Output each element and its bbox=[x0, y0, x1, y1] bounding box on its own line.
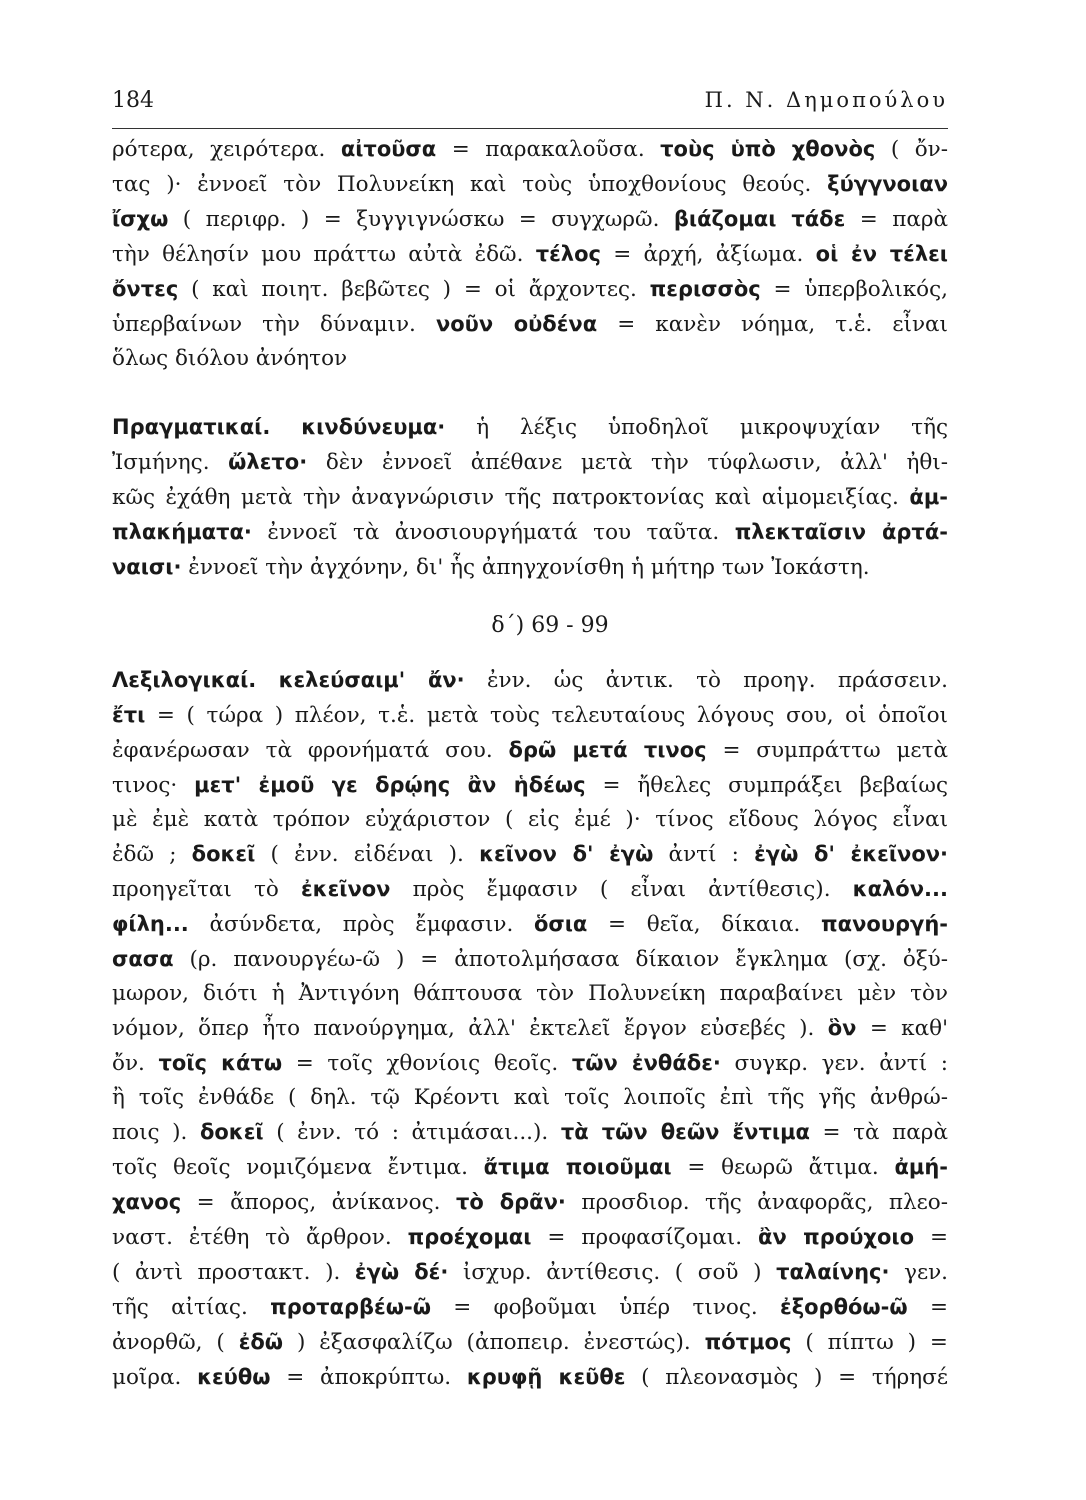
text: συγκρ. γεν. ἀντί : bbox=[734, 1051, 949, 1076]
text: = θεῖα, δίκαια. bbox=[608, 912, 801, 937]
text: ὄν. bbox=[112, 1051, 145, 1076]
text: ἰσχυρ. ἀντίθεσις. ( σοῦ ) bbox=[462, 1260, 762, 1285]
line bbox=[112, 1115, 948, 1150]
line bbox=[112, 1150, 948, 1185]
term: πότμος bbox=[704, 1330, 792, 1354]
text: γεν. bbox=[904, 1260, 949, 1285]
text: κῶς ἐχάθη μετὰ τὴν ἀναγνώρισιν τῆς πατροκτονίας καὶ αἱμομειξίας. bbox=[112, 485, 899, 510]
term: ἐκεῖνον bbox=[300, 877, 391, 901]
term: καλόν... bbox=[852, 877, 948, 901]
term: τὰ τῶν θεῶν ἔντιμα bbox=[560, 1120, 810, 1144]
text: = bbox=[929, 1225, 948, 1250]
term: πλακήματα· bbox=[112, 520, 252, 544]
term: τὸ δρᾶν· bbox=[455, 1190, 566, 1214]
section-heading-lexilogikai: Λεξιλογικαί. bbox=[112, 668, 257, 692]
text: ἀνορθῶ, ( bbox=[112, 1330, 225, 1355]
term: τέλος bbox=[535, 242, 601, 266]
text: ( πίπτω ) = bbox=[805, 1330, 948, 1355]
text: = τὰ παρὰ bbox=[822, 1120, 948, 1145]
line bbox=[112, 550, 948, 585]
text: = παρὰ bbox=[859, 207, 948, 232]
term: τοὺς ὑπὸ χθονὸς bbox=[660, 137, 876, 161]
text: = κανὲν νόημα, τ.ἑ. εἶναι bbox=[617, 312, 948, 337]
text: ἀσύνδετα, πρὸς ἔμφασιν. bbox=[209, 912, 514, 937]
term: δρῶ μετά τινος bbox=[508, 738, 707, 762]
text: = ὑπερβολικός, bbox=[773, 277, 949, 302]
text: ἀντί : bbox=[668, 842, 739, 867]
text: ἐννοεῖ τὴν ἀγχόνην, δι' ἧς ἀπηγχονίσθη ἡ μήτηρ των Ἰοκάστη. bbox=[188, 555, 870, 580]
term: ἐξορθόω-ῶ bbox=[780, 1295, 908, 1319]
line bbox=[112, 1360, 948, 1395]
text: = παρακαλοῦσα. bbox=[451, 137, 645, 162]
text: ρότερα, χειρότερα. bbox=[112, 137, 326, 162]
text: νόμον, ὅπερ ἦτο πανούργημα, ἀλλ' ἐκτελεῖ ἔργον εὐσεβές ). bbox=[112, 1016, 815, 1041]
term: κρυφῇ κεῦθε bbox=[466, 1365, 626, 1389]
header-rule bbox=[112, 128, 948, 129]
term: κελεύσαιμ' ἄν· bbox=[278, 668, 465, 692]
term: ἂν προύχοιο bbox=[758, 1225, 915, 1249]
line bbox=[112, 480, 948, 515]
line bbox=[112, 237, 948, 272]
term: ἔτι bbox=[112, 703, 146, 727]
line bbox=[112, 132, 948, 167]
text: τινος· bbox=[112, 773, 178, 798]
line bbox=[112, 1255, 948, 1290]
term: ὤλετο· bbox=[228, 450, 308, 474]
line bbox=[112, 768, 948, 803]
text: = ἀρχή, ἀξίωμα. bbox=[613, 242, 804, 267]
line bbox=[112, 698, 948, 733]
text: ( ὄν- bbox=[890, 137, 948, 162]
term: αἰτοῦσα bbox=[340, 137, 437, 161]
line bbox=[112, 733, 948, 768]
section-heading-pragmatikai: Πραγματικαί. bbox=[112, 415, 271, 439]
term: ἐγὼ δέ· bbox=[354, 1260, 449, 1284]
text: = θεωρῶ ἄτιμα. bbox=[687, 1155, 879, 1180]
line bbox=[112, 1290, 948, 1325]
text: μὲ ἐμὲ κατὰ τρόπον εὐχάριστον ( εἰς ἐμέ )· τίνος εἴδους λόγος εἶναι bbox=[112, 807, 948, 832]
line bbox=[112, 1220, 948, 1255]
line bbox=[112, 1046, 948, 1081]
text: πρὸς ἔμφασιν ( εἶναι ἀντίθεσις). bbox=[412, 877, 831, 902]
term: βιάζομαι τάδε bbox=[673, 207, 846, 231]
text: τοῖς θεοῖς νομιζόμενα ἔντιμα. bbox=[112, 1155, 468, 1180]
term: ἄτιμα ποιοῦμαι bbox=[483, 1155, 672, 1179]
term: ἐγὼ δ' ἐκεῖνον· bbox=[754, 842, 949, 866]
term: ξύγγνοιαν bbox=[827, 172, 948, 196]
term: οἱ ἐν τέλει bbox=[815, 242, 948, 266]
line bbox=[112, 1081, 948, 1115]
term: ὄντες bbox=[112, 277, 179, 301]
text: ( ἐνν. εἰδέναι ). bbox=[270, 842, 464, 867]
text: = προφασίζομαι. bbox=[547, 1225, 743, 1250]
text: τὴν θέλησίν μου πράττω αὐτὰ ἐδῶ. bbox=[112, 242, 524, 267]
text: ( ἀντὶ προστακτ. ). bbox=[112, 1260, 341, 1285]
text: ναστ. ἐτέθη τὸ ἄρθρον. bbox=[112, 1225, 392, 1250]
paragraph-gap bbox=[112, 585, 948, 609]
text: = συμπράττω μετὰ bbox=[722, 738, 948, 763]
text: τῆς αἰτίας. bbox=[112, 1295, 248, 1320]
term: ναισι· bbox=[112, 555, 182, 579]
term: ἀμή- bbox=[894, 1155, 948, 1179]
line bbox=[112, 977, 948, 1011]
page-number: 184 bbox=[112, 88, 154, 113]
text: = καθ' bbox=[869, 1016, 948, 1041]
term: σασα bbox=[112, 947, 174, 971]
section-number-heading: δ΄) 69 - 99 bbox=[491, 613, 609, 638]
text: ( περιφρ. ) = ξυγγιγνώσκω = συγχωρῶ. bbox=[182, 207, 660, 232]
text: ἐννοεῖ τὰ ἀνοσιουργήματά του ταῦτα. bbox=[267, 520, 720, 545]
term: ἴσχω bbox=[112, 207, 169, 231]
text: = ( τώρα ) πλέον, τ.ἑ. μετὰ τοὺς τελευταίους λόγους σου, οἱ ὁποῖοι bbox=[156, 703, 948, 728]
paragraph-gap bbox=[112, 643, 948, 663]
line bbox=[112, 942, 948, 977]
line bbox=[112, 907, 948, 942]
line bbox=[112, 1185, 948, 1220]
text: ἐφανέρωσαν τὰ φρονήματά σου. bbox=[112, 738, 493, 763]
text: ( καὶ ποιητ. βεβῶτες ) = οἱ ἄρχοντες. bbox=[191, 277, 637, 302]
line bbox=[112, 872, 948, 907]
text: μοῖρα. bbox=[112, 1365, 182, 1390]
term: πανουργή- bbox=[821, 912, 949, 936]
term: κεῖνον δ' ἐγὼ bbox=[479, 842, 654, 866]
line bbox=[112, 663, 948, 698]
term: πλεκταῖσιν ἀρτά- bbox=[734, 520, 948, 544]
term: δοκεῖ bbox=[191, 842, 256, 866]
term: δοκεῖ bbox=[199, 1120, 264, 1144]
line bbox=[112, 410, 948, 445]
page-body bbox=[112, 132, 948, 1395]
term: τῶν ἐνθάδε· bbox=[571, 1051, 721, 1075]
text: προσδιορ. τῆς ἀναφορᾶς, πλεο- bbox=[581, 1190, 948, 1215]
text: ὅλως διόλου ἀνόητον bbox=[112, 346, 348, 371]
page-header bbox=[112, 88, 948, 128]
text: δὲν ἐννοεῖ ἀπέθανε μετὰ τὴν τύφλωσιν, ἀλλ' ἠθι- bbox=[325, 450, 948, 475]
line bbox=[112, 515, 948, 550]
text: ὑπερβαίνων τὴν δύναμιν. bbox=[112, 312, 416, 337]
text: μωρον, διότι ἡ Ἀντιγόνη θάπτουσα τὸν Πολυνείκη παραβαίνει μὲν τὸν bbox=[112, 981, 948, 1006]
line bbox=[112, 307, 948, 342]
term: φίλη... bbox=[112, 912, 189, 936]
line bbox=[112, 202, 948, 237]
term: νοῦν οὐδένα bbox=[435, 312, 598, 336]
text: ) ἐξασφαλίζω (ἀποπειρ. ἐνεστώς). bbox=[296, 1330, 691, 1355]
text: ( πλεονασμὸς ) = τήρησέ bbox=[641, 1365, 948, 1390]
term: μετ' ἐμοῦ γε δρῴης ἂν ἡδέως bbox=[194, 773, 586, 797]
text: = ἀποκρύπτω. bbox=[286, 1365, 452, 1390]
text: = τοῖς χθονίοις θεοῖς. bbox=[295, 1051, 559, 1076]
text: ἡ λέξις ὑποδηλοῖ μικροψυχίαν τῆς bbox=[476, 415, 948, 440]
text: = ἄπορος, ἀνίκανος. bbox=[196, 1190, 441, 1215]
text: ἢ τοῖς ἐνθάδε ( δηλ. τῷ Κρέοντι καὶ τοῖς λοιποῖς ἐπὶ τῆς γῆς ἀνθρώ- bbox=[112, 1085, 948, 1110]
line bbox=[112, 272, 948, 307]
text: ἐδῶ ; bbox=[112, 842, 177, 867]
text: = ἤθελες συμπράξει βεβαίως bbox=[602, 773, 948, 798]
term: προέχομαι bbox=[407, 1225, 532, 1249]
term: τοῖς κάτω bbox=[158, 1051, 283, 1075]
term: προταρβέω-ῶ bbox=[270, 1295, 431, 1319]
term: χανος bbox=[112, 1190, 182, 1214]
text: ἐνν. ὡς ἀντικ. τὸ προηγ. πράσσειν. bbox=[486, 668, 948, 693]
line bbox=[112, 1011, 948, 1046]
term: ἀμ- bbox=[909, 485, 948, 509]
text: (ρ. πανουργέω-ῶ ) = ἀποτολμήσασα δίκαιον ἔγκλημα (σχ. ὀξύ- bbox=[189, 947, 948, 972]
running-title: Π. Ν. Δημοπούλου bbox=[704, 88, 948, 112]
text: ( ἐνν. τό : ἀτιμάσαι...). bbox=[276, 1120, 549, 1145]
text: τας )· ἐννοεῖ τὸν Πολυνείκη καὶ τοὺς ὑποχθονίους θεούς. bbox=[112, 172, 812, 197]
line bbox=[112, 342, 948, 376]
line bbox=[112, 837, 948, 872]
paragraph-gap bbox=[112, 376, 948, 410]
text: = φοβοῦμαι ὑπέρ τινος. bbox=[453, 1295, 758, 1320]
text: = bbox=[929, 1295, 948, 1320]
term: κινδύνευμα· bbox=[301, 415, 446, 439]
text: Ἰσμήνης. bbox=[112, 450, 210, 475]
line bbox=[112, 445, 948, 480]
term: κεύθω bbox=[197, 1365, 271, 1389]
term: ἐδῶ bbox=[238, 1330, 284, 1354]
term: ὅσια bbox=[533, 912, 588, 936]
text: προηγεῖται τὸ bbox=[112, 877, 279, 902]
line bbox=[112, 167, 948, 202]
line bbox=[112, 803, 948, 837]
term: ὃν bbox=[827, 1016, 857, 1040]
text: ποις ). bbox=[112, 1120, 188, 1145]
line bbox=[112, 1325, 948, 1360]
term: περισσὸς bbox=[649, 277, 761, 301]
term: ταλαίνης· bbox=[776, 1260, 890, 1284]
